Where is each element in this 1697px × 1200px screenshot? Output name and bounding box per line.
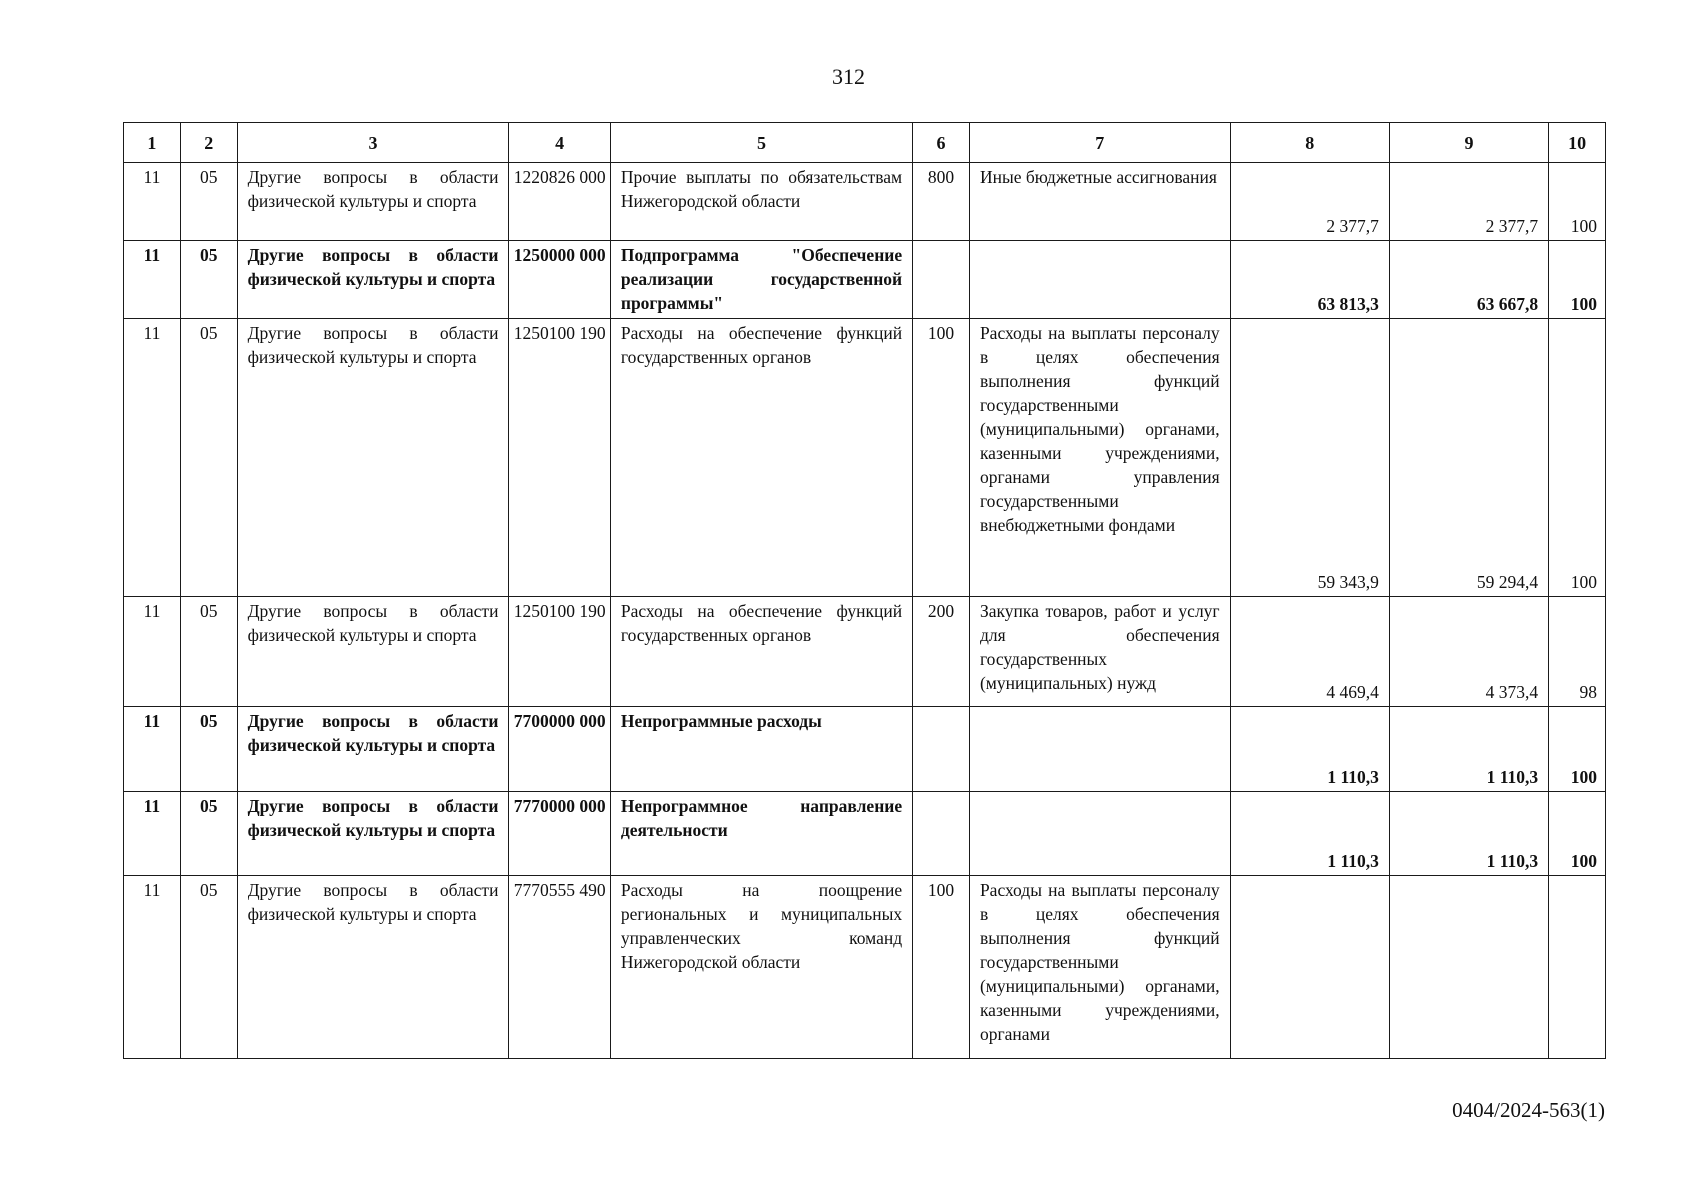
cell-percent: 100 bbox=[1549, 319, 1606, 597]
cell-article-name: Расходы на обеспечение функций государственных органов bbox=[610, 597, 912, 707]
table-header-row bbox=[124, 123, 1606, 163]
cell-article-name: Расходы на обеспечение функций государственных органов bbox=[610, 319, 912, 597]
cell-target-article bbox=[509, 876, 610, 1059]
cut-wrap bbox=[1400, 878, 1538, 1056]
cell-section-name: Другие вопросы в области физической культуры и спорта bbox=[237, 163, 509, 241]
page-number: 312 bbox=[832, 64, 865, 89]
cell-section: 11 bbox=[124, 241, 181, 319]
cut-wrap: Расходы на поощрение региональных и муниципальных управленческих команд Нижегородской области bbox=[620, 880, 903, 972]
header-cell-9: 9 bbox=[1389, 123, 1548, 163]
cell-percent: 100 bbox=[1549, 241, 1606, 319]
cell-target-article: 1250000 000 bbox=[509, 241, 610, 319]
header-cell-2: 2 bbox=[180, 123, 237, 163]
cell-executed-amount: 2 377,7 bbox=[1389, 163, 1548, 241]
cell-section-name: Другие вопросы в области физической культуры и спорта bbox=[237, 319, 509, 597]
cell-subsection: 05 bbox=[180, 597, 237, 707]
cut-wrap: 05 bbox=[199, 880, 218, 900]
cell-percent bbox=[1549, 876, 1606, 1059]
cell-section-name: Другие вопросы в области физической культуры и спорта bbox=[237, 707, 509, 792]
table-row bbox=[124, 597, 1606, 707]
cell-expense-type-name bbox=[969, 707, 1230, 792]
cell-section: 11 bbox=[124, 792, 181, 876]
cell-planned-amount: 4 469,4 bbox=[1230, 597, 1389, 707]
cell-planned-amount: 1 110,3 bbox=[1230, 792, 1389, 876]
cell-section: 11 bbox=[124, 163, 181, 241]
cell-planned-amount: 59 343,9 bbox=[1230, 319, 1389, 597]
header-cell-3: 3 bbox=[237, 123, 509, 163]
table-row bbox=[124, 876, 1606, 1059]
cell-expense-type-name bbox=[969, 792, 1230, 876]
cell-expense-type-name: Расходы на выплаты персоналу в целях обеспечения выполнения функций государственными (муниципальными) органами, казенными учреждениями, органами управления государственными внебюджетными фондами bbox=[969, 319, 1230, 597]
budget-table bbox=[123, 122, 1606, 1059]
cell-article-name: Непрограммное направление деятельности bbox=[610, 792, 912, 876]
cell-executed-amount bbox=[1389, 876, 1548, 1059]
table-row bbox=[124, 163, 1606, 241]
document-code: 0404/2024-563(1) bbox=[1452, 1098, 1605, 1122]
cell-percent: 100 bbox=[1549, 707, 1606, 792]
cell-section-name: Другие вопросы в области физической культуры и спорта bbox=[237, 792, 509, 876]
cell-executed-amount: 63 667,8 bbox=[1389, 241, 1548, 319]
cell-subsection: 05 bbox=[180, 241, 237, 319]
cell-section: 11 bbox=[124, 707, 181, 792]
cell-article-name bbox=[610, 876, 912, 1059]
cell-article-name: Непрограммные расходы bbox=[610, 707, 912, 792]
cell-expense-type bbox=[913, 876, 970, 1059]
cell-executed-amount: 1 110,3 bbox=[1389, 792, 1548, 876]
cell-target-article: 7770000 000 bbox=[509, 792, 610, 876]
cell-expense-type-name: Иные бюджетные ассигнования bbox=[969, 163, 1230, 241]
cell-executed-amount: 4 373,4 bbox=[1389, 597, 1548, 707]
header-cell-4: 4 bbox=[509, 123, 610, 163]
cell-planned-amount bbox=[1230, 876, 1389, 1059]
cell-section-name: Другие вопросы в области физической культуры и спорта bbox=[237, 597, 509, 707]
header-cell-6: 6 bbox=[913, 123, 970, 163]
header-cell-10: 10 bbox=[1549, 123, 1606, 163]
cut-wrap: 100 bbox=[927, 880, 955, 900]
header-cell-1: 1 bbox=[124, 123, 181, 163]
cell-section-name bbox=[237, 876, 509, 1059]
cell-subsection bbox=[180, 876, 237, 1059]
header-cell-5: 5 bbox=[610, 123, 912, 163]
cell-expense-type bbox=[913, 792, 970, 876]
cell-planned-amount: 1 110,3 bbox=[1230, 707, 1389, 792]
cell-section: 11 bbox=[124, 597, 181, 707]
cut-wrap bbox=[1559, 878, 1597, 1056]
cell-planned-amount: 2 377,7 bbox=[1230, 163, 1389, 241]
cut-wrap bbox=[1241, 878, 1379, 1056]
cell-expense-type-name bbox=[969, 241, 1230, 319]
cell-percent: 100 bbox=[1549, 792, 1606, 876]
cell-target-article: 1250100 190 bbox=[509, 319, 610, 597]
table-row bbox=[124, 792, 1606, 876]
cell-expense-type bbox=[913, 241, 970, 319]
cell-expense-type-name bbox=[969, 876, 1230, 1059]
cell-subsection: 05 bbox=[180, 792, 237, 876]
cell-target-article: 7700000 000 bbox=[509, 707, 610, 792]
cell-section: 11 bbox=[124, 319, 181, 597]
cell-percent: 98 bbox=[1549, 597, 1606, 707]
header-cell-7: 7 bbox=[969, 123, 1230, 163]
cell-expense-type-name: Закупка товаров, работ и услуг для обеспечения государственных (муниципальных) нужд bbox=[969, 597, 1230, 707]
cell-planned-amount: 63 813,3 bbox=[1230, 241, 1389, 319]
cut-wrap: Другие вопросы в области физической культуры и спорта bbox=[247, 880, 499, 924]
cell-subsection: 05 bbox=[180, 707, 237, 792]
cut-wrap: Расходы на выплаты персоналу в целях обеспечения выполнения функций государственными (муниципальными) органами, казенными учреждениями, органами bbox=[979, 880, 1220, 1044]
cell-section-name: Другие вопросы в области физической культуры и спорта bbox=[237, 241, 509, 319]
cell-article-name: Прочие выплаты по обязательствам Нижегородской области bbox=[610, 163, 912, 241]
cell-target-article: 1250100 190 bbox=[509, 597, 610, 707]
table-row bbox=[124, 241, 1606, 319]
cell-executed-amount: 59 294,4 bbox=[1389, 319, 1548, 597]
cell-subsection: 05 bbox=[180, 319, 237, 597]
table-row bbox=[124, 319, 1606, 597]
table-row bbox=[124, 707, 1606, 792]
cell-executed-amount: 1 110,3 bbox=[1389, 707, 1548, 792]
cell-article-name: Подпрограмма "Обеспечение реализации государственной программы" bbox=[610, 241, 912, 319]
header-cell-8: 8 bbox=[1230, 123, 1389, 163]
cut-wrap: 11 bbox=[143, 880, 161, 900]
cell-expense-type bbox=[913, 707, 970, 792]
cell-expense-type: 800 bbox=[913, 163, 970, 241]
cell-subsection: 05 bbox=[180, 163, 237, 241]
cell-expense-type: 100 bbox=[913, 319, 970, 597]
cell-expense-type: 200 bbox=[913, 597, 970, 707]
cell-section bbox=[124, 876, 181, 1059]
cell-target-article: 1220826 000 bbox=[509, 163, 610, 241]
cut-wrap: 7770555 490 bbox=[513, 880, 606, 900]
table-body bbox=[124, 163, 1606, 1059]
cell-percent: 100 bbox=[1549, 163, 1606, 241]
